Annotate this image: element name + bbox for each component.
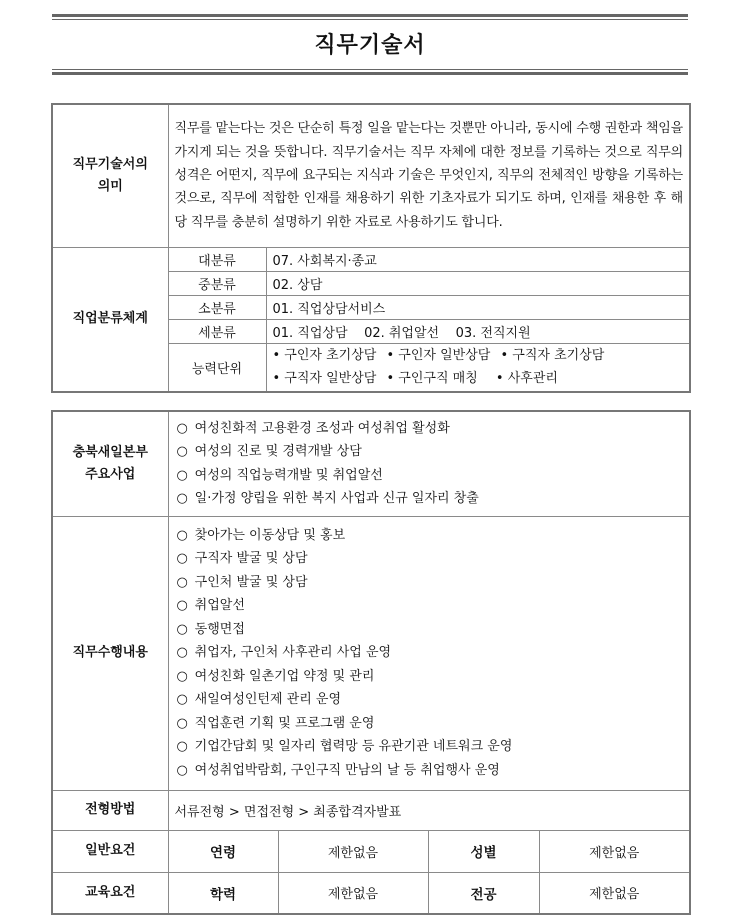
duties-row [52,516,690,790]
gender-value: 제한없음 [539,830,690,872]
class-value: 01. 직업상담 02. 취업알선 03. 전직지원 [266,319,690,343]
education-row [52,872,690,914]
list-item: ○ 기업간담회 및 일자리 협력망 등 유관기관 네트워크 운영 [176,739,513,755]
title-rule [52,14,688,17]
class-value: 02. 상담 [266,271,690,295]
list-item: ○ 취업알선 [176,598,245,614]
list-item: ○ 취업자, 구인처 사후관리 사업 운영 [176,645,392,661]
process-label: 전형방법 [52,790,168,830]
duties-list [168,516,690,790]
capability-item: • 사후관리 [495,371,558,386]
title-rule [52,72,688,75]
capability-item: • 구직자 초기상담 [500,347,605,363]
class-key: 세분류 [168,319,266,343]
list-item: ○ 여성의 직업능력개발 및 취업알선 [176,467,383,483]
class-key: 중분류 [168,271,266,295]
meaning-label: 직무기술서의 의미 [52,104,168,247]
age-key: 연령 [168,830,278,872]
general-label: 일반요건 [52,830,168,872]
list-item: ○ 찾아가는 이동상담 및 홍보 [176,527,346,543]
class-value: 01. 직업상담서비스 [266,295,690,319]
list-item: ○ 직업훈련 기획 및 프로그램 운영 [176,715,375,731]
capability-item: • 구직자 일반상담 [272,371,377,386]
list-item: ○ 새일여성인턴제 관리 운영 [176,692,342,708]
list-item: ○ 구직자 발굴 및 상담 [176,551,308,567]
degree-key: 학력 [168,872,278,914]
capability-list [266,343,690,392]
general-row [52,830,690,872]
list-item: ○ 동행면접 [176,621,245,637]
duties-label: 직무수행내용 [52,516,168,790]
class-value: 07. 사회복지·종교 [266,247,690,271]
meaning-row [52,104,690,247]
capability-item: • 구인자 초기상담 [272,347,377,363]
title-rule [52,69,688,70]
classification-label: 직업분류체계 [52,247,168,392]
list-item: ○ 여성친화 일촌기업 약정 및 관리 [176,668,375,684]
classification-row [52,247,690,271]
document-title: 직무기술서 [314,33,426,58]
process-value: 서류전형 > 면접전형 > 최종합격자발표 [168,790,690,830]
job-details-table [51,410,691,915]
capability-item: • 구인자 일반상담 [386,347,491,363]
gender-key: 성별 [428,830,539,872]
capability-item: • 구인구직 매칭 [386,371,478,386]
list-item: ○ 여성취업박람회, 구인구직 만남의 날 등 취업행사 운영 [176,762,500,778]
list-item: ○ 일·가정 양립을 위한 복지 사업과 신규 일자리 창출 [176,491,479,507]
projects-row [52,411,690,516]
title-block [52,14,688,76]
capability-key: 능력단위 [168,343,266,392]
job-overview-table [51,103,691,393]
list-item: ○ 여성친화적 고용환경 조성과 여성취업 활성화 [176,420,450,436]
degree-value: 제한없음 [278,872,428,914]
major-value: 제한없음 [539,872,690,914]
process-row [52,790,690,830]
class-key: 소분류 [168,295,266,319]
class-key: 대분류 [168,247,266,271]
major-key: 전공 [428,872,539,914]
projects-list [168,411,690,516]
projects-label: 충북새일본부 주요사업 [52,411,168,516]
age-value: 제한없음 [278,830,428,872]
list-item: ○ 여성의 진로 및 경력개발 상담 [176,444,362,460]
education-label: 교육요건 [52,872,168,914]
title-rule [52,19,688,20]
meaning-text: 직무를 맡는다는 것은 단순히 특정 일을 맡는다는 것뿐만 아니라, 동시에 수행 권한과 책임을 가지게 되는 것을 뜻합니다. 직무기술서는 직무 자체에 대한 정보를 기록하는 것으로 직무의 성격은 어떤지, 직무에 요구되는 지식과 기술은 무엇인지, 직무의 전체적인 방향을 기록하는 것으로, 직무에 적합한 인재를 채용하기 위한 기초자료가 되기도 하며, 인재를 채용한 후 해당 직무를 충분히 설명하기 위한 자료로 사용하기도 합니다. [168,104,690,247]
list-item: ○ 구인처 발굴 및 상담 [176,574,308,590]
